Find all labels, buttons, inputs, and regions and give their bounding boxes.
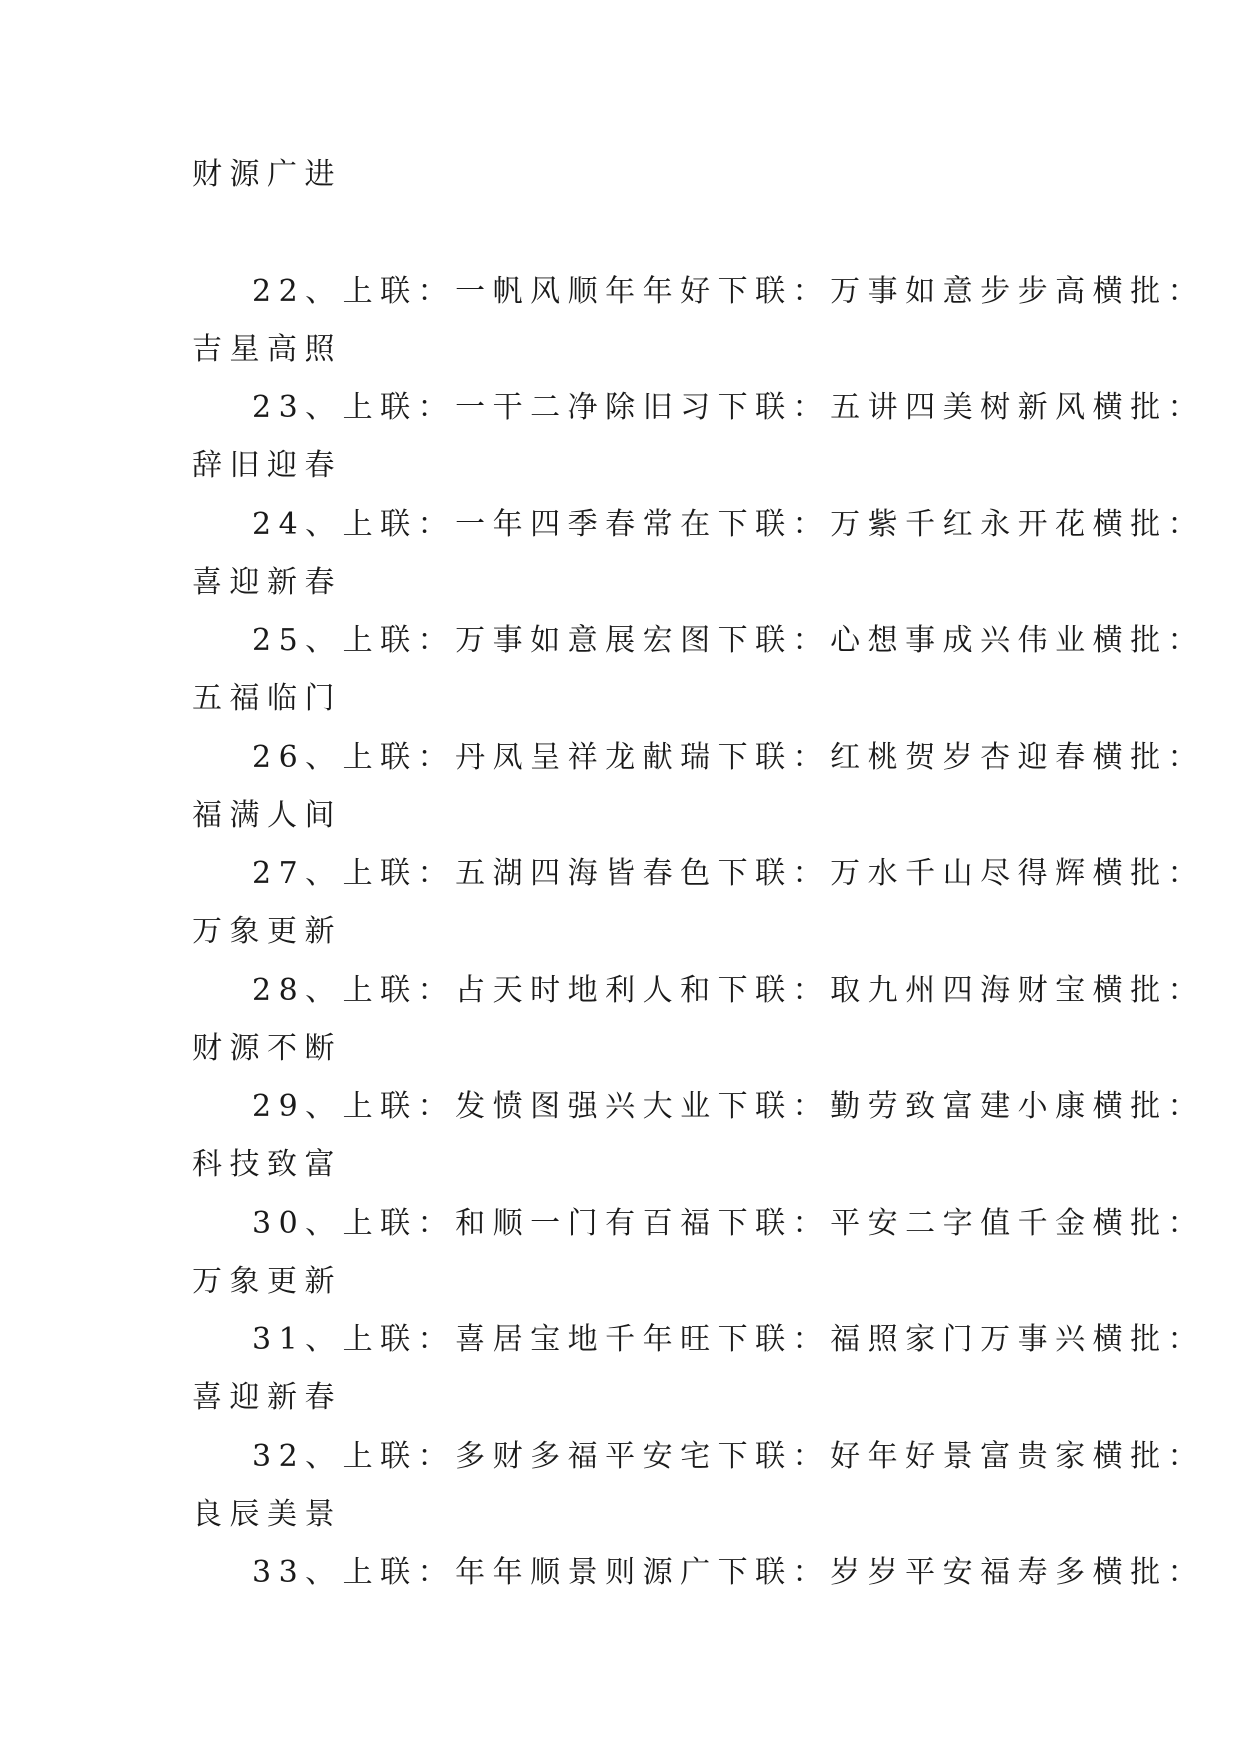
couplet-entry xyxy=(192,506,1206,627)
couplet-banner: 喜迎新春 xyxy=(192,564,342,600)
document-body xyxy=(192,157,1206,1617)
couplet-entry xyxy=(192,1438,1206,1559)
couplet-banner: 五福临门 xyxy=(192,681,342,716)
couplet-line: 22、上联：一帆风顺年年好下联：万事如意步步高横批： xyxy=(252,273,1206,309)
couplet-entry xyxy=(192,739,1206,860)
couplet-banner: 吉星高照 xyxy=(192,331,342,367)
couplet-banner: 福满人间 xyxy=(192,797,342,833)
lead-line: 财源广进 xyxy=(192,157,342,192)
couplet-line: 24、上联：一年四季春常在下联：万紫千红永开花横批： xyxy=(252,506,1206,542)
couplet-banner: 良辰美景 xyxy=(192,1496,342,1532)
couplet-entry xyxy=(192,390,1206,510)
couplet-entry xyxy=(192,1089,1206,1209)
couplet-entry xyxy=(192,273,1206,394)
couplet-entry xyxy=(192,623,1206,743)
couplet-line: 25、上联：万事如意展宏图下联：心想事成兴伟业横批： xyxy=(252,623,1206,658)
couplet-entry xyxy=(192,856,1206,976)
couplet-banner: 辞旧迎春 xyxy=(192,448,342,483)
couplet-line: 33、上联：年年顺景则源广下联：岁岁平安福寿多横批： xyxy=(252,1555,1206,1590)
couplet-line: 27、上联：五湖四海皆春色下联：万水千山尽得辉横批： xyxy=(252,856,1206,891)
couplet-entry xyxy=(192,1555,1206,1617)
couplet-banner: 万象更新 xyxy=(192,914,342,949)
couplet-line: 32、上联：多财多福平安宅下联：好年好景富贵家横批： xyxy=(252,1438,1206,1474)
couplet-line: 26、上联：丹凤呈祥龙献瑞下联：红桃贺岁杏迎春横批： xyxy=(252,739,1206,775)
couplet-banner: 喜迎新春 xyxy=(192,1380,342,1415)
couplet-banner: 万象更新 xyxy=(192,1263,342,1299)
couplet-banner: 科技致富 xyxy=(192,1147,342,1182)
couplet-entry xyxy=(192,1322,1206,1442)
couplet-line: 29、上联：发愤图强兴大业下联：勤劳致富建小康横批： xyxy=(252,1089,1206,1124)
couplet-line: 30、上联：和顺一门有百福下联：平安二字值千金横批： xyxy=(252,1205,1206,1241)
couplet-line: 28、上联：占天时地利人和下联：取九州四海财宝横批： xyxy=(252,972,1206,1008)
couplet-line: 23、上联：一干二净除旧习下联：五讲四美树新风横批： xyxy=(252,390,1206,425)
couplet-entry xyxy=(192,972,1206,1093)
couplet-line: 31、上联：喜居宝地千年旺下联：福照家门万事兴横批： xyxy=(252,1322,1206,1357)
couplet-banner: 财源不断 xyxy=(192,1030,342,1066)
couplet-entry xyxy=(192,1205,1206,1326)
